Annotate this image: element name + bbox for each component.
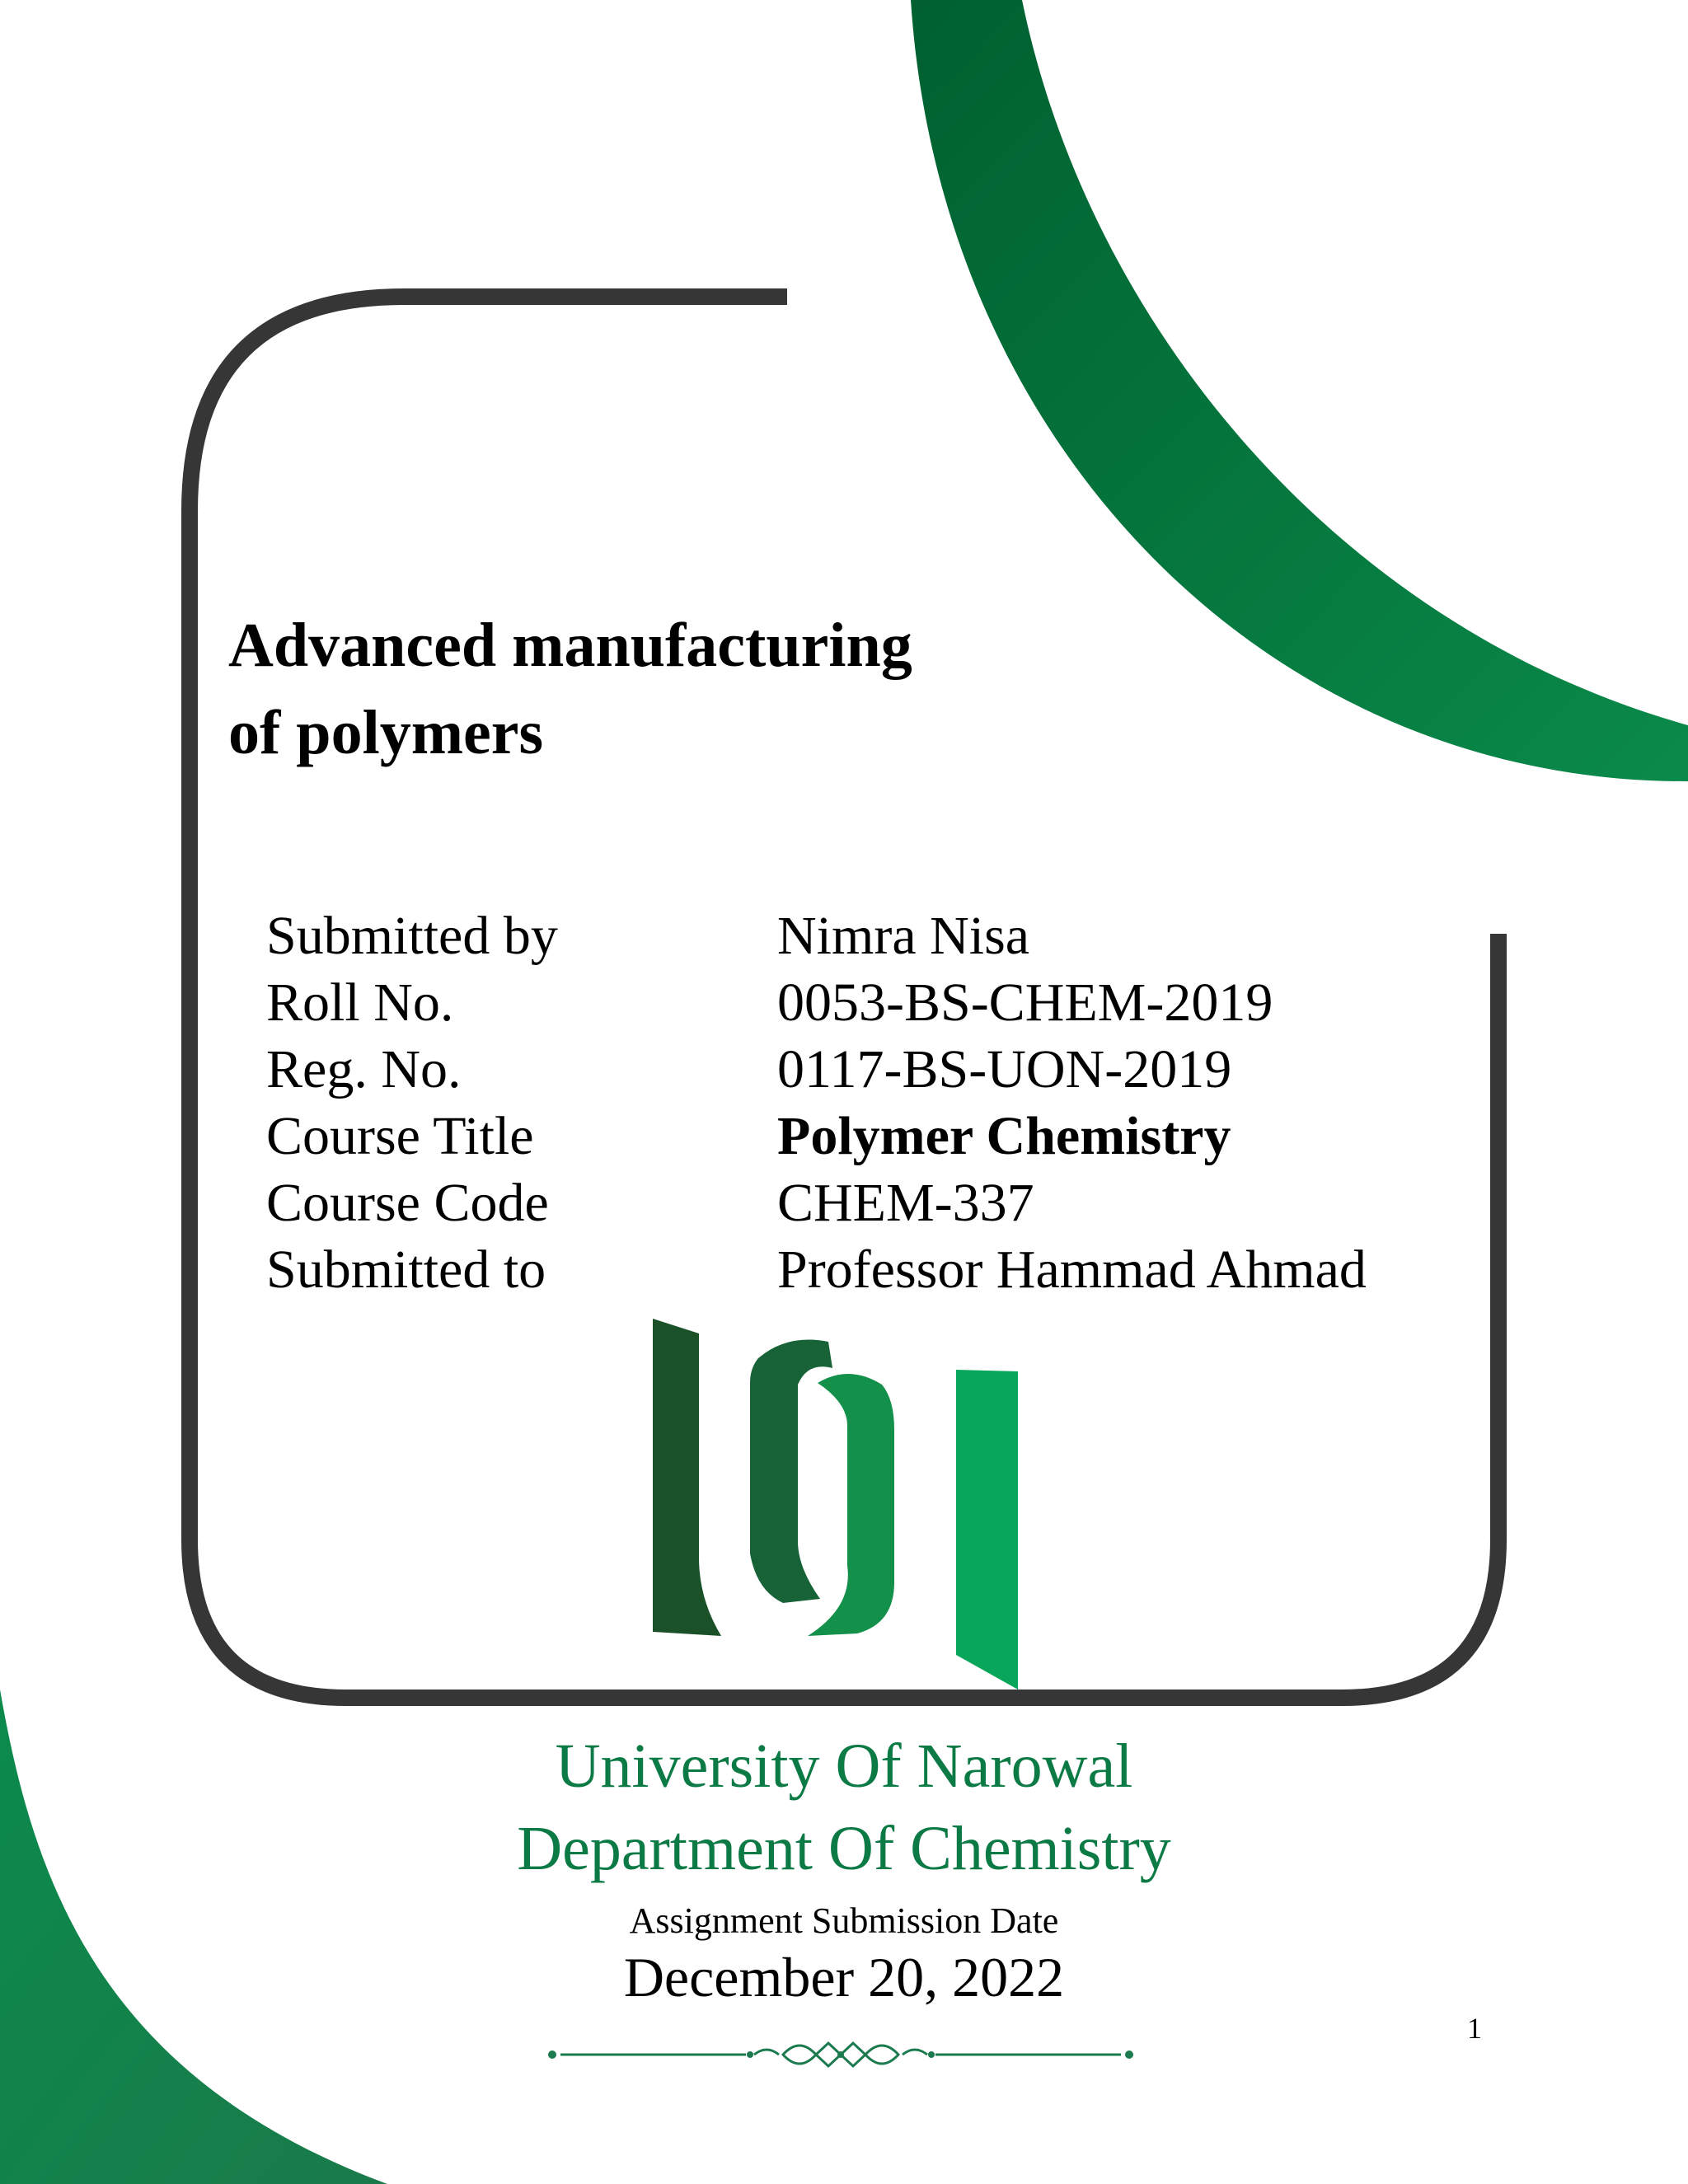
detail-value: Nimra Nisa bbox=[777, 906, 1030, 966]
detail-value: CHEM-337 bbox=[777, 1173, 1034, 1233]
ornamental-divider-icon bbox=[544, 2030, 1137, 2079]
detail-row-course-code bbox=[266, 1169, 1367, 1236]
detail-row-submitted-by bbox=[266, 902, 1367, 969]
submission-date-label: Assignment Submission Date bbox=[629, 1900, 1059, 1941]
university-logo-icon bbox=[643, 1310, 1039, 1690]
detail-value: 0117-BS-UON-2019 bbox=[777, 1039, 1232, 1099]
detail-row-roll-no bbox=[266, 969, 1367, 1036]
detail-value: 0053-BS-CHEM-2019 bbox=[777, 972, 1273, 1033]
page-number: 1 bbox=[1467, 2012, 1482, 2045]
department-name: Department Of Chemistry bbox=[517, 1814, 1171, 1883]
detail-label: Submitted by bbox=[266, 906, 558, 966]
submission-details bbox=[266, 902, 1367, 1303]
detail-label: Roll No. bbox=[266, 972, 454, 1033]
detail-label: Reg. No. bbox=[266, 1039, 462, 1099]
detail-label: Course Title bbox=[266, 1106, 534, 1166]
detail-value: Polymer Chemistry bbox=[777, 1106, 1231, 1166]
detail-row-course-title bbox=[266, 1103, 1367, 1169]
title-line-1: Advanced manufacturing bbox=[228, 611, 912, 680]
detail-label: Submitted to bbox=[266, 1240, 546, 1300]
detail-row-reg-no bbox=[266, 1036, 1367, 1103]
detail-row-submitted-to bbox=[266, 1236, 1367, 1303]
detail-value: Professor Hammad Ahmad bbox=[777, 1240, 1367, 1300]
submission-date: December 20, 2022 bbox=[623, 1946, 1065, 2008]
university-name: University Of Narowal bbox=[555, 1732, 1133, 1801]
document-title bbox=[228, 602, 1135, 776]
title-line-2: of polymers bbox=[228, 698, 544, 767]
detail-label: Course Code bbox=[266, 1173, 549, 1233]
